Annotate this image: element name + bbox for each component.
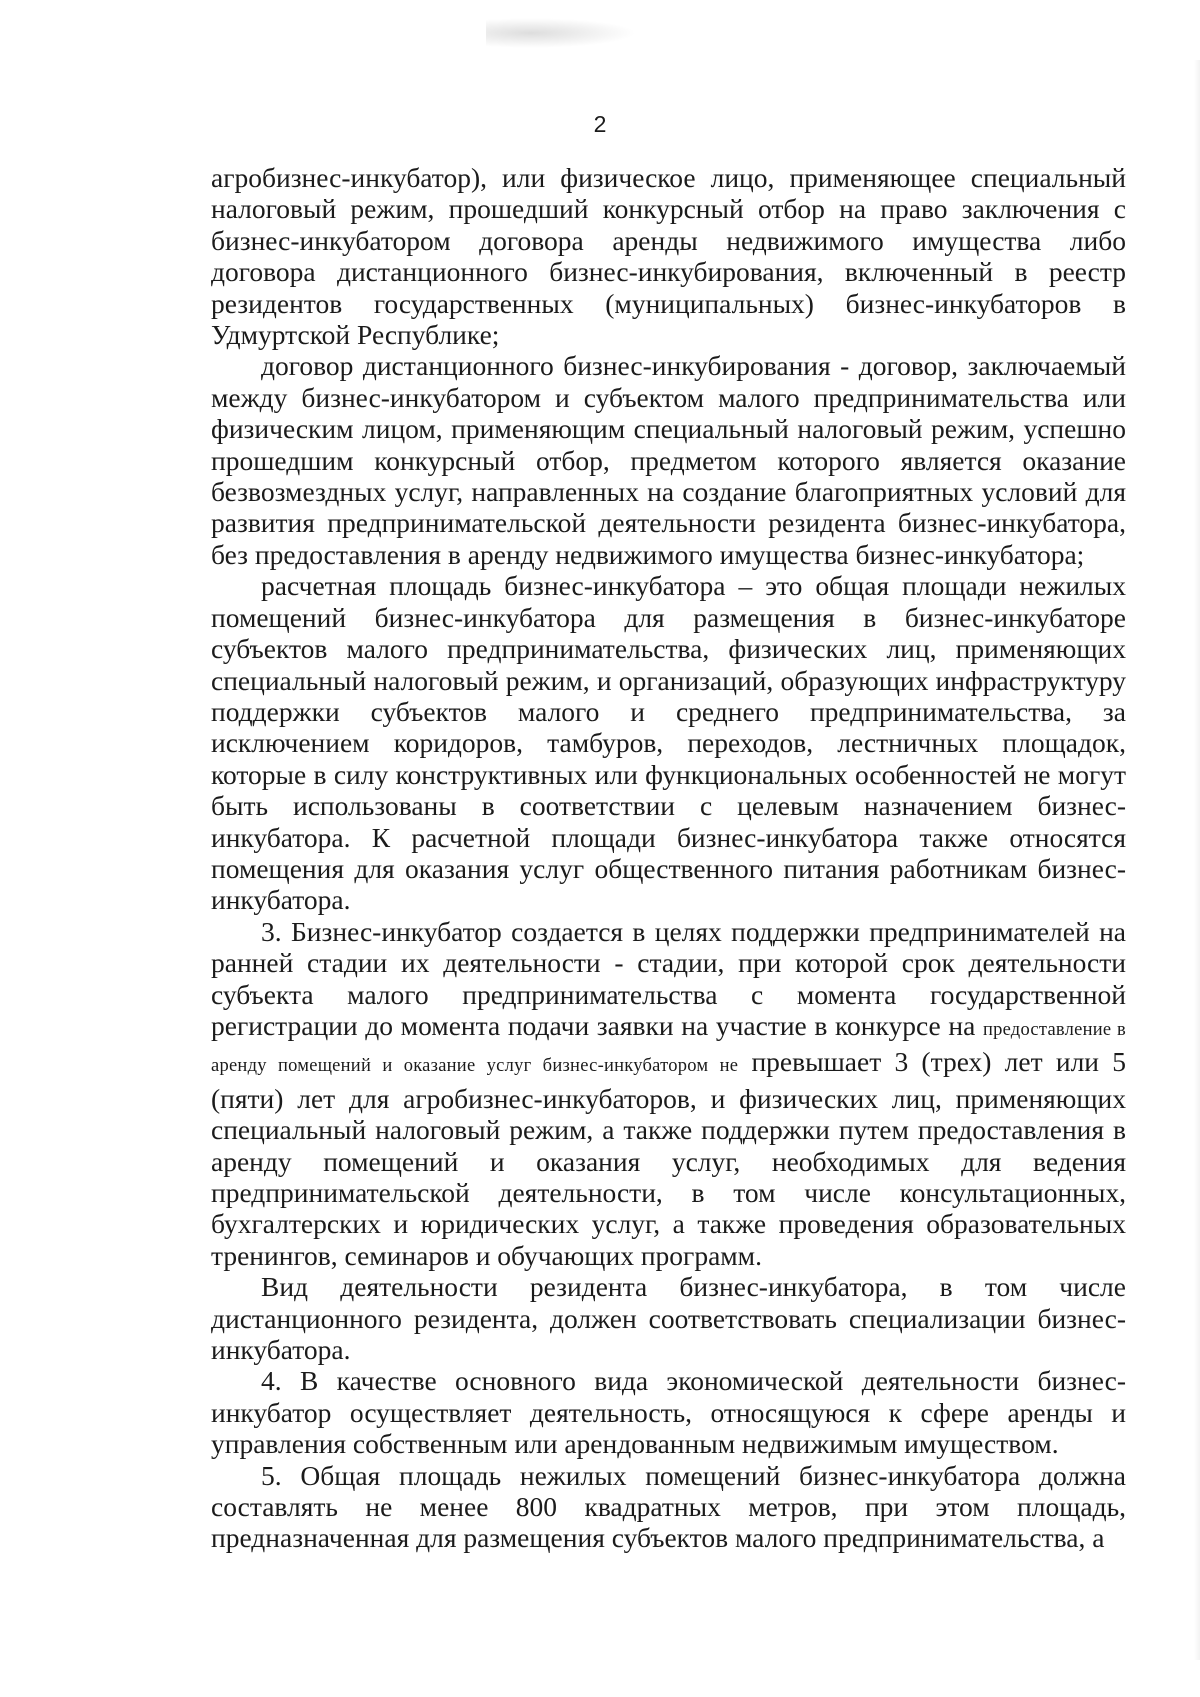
paragraph-remote-incubation-contract: договор дистанционного бизнес-инкубирования - договор, заключаемый между бизнес-инкубатором и субъектом малого предпринимательства или физическим лицом, применяющим специальный налоговый режим, успешно прошедшим конкурсный отбор, предметом которого является оказание безвозмездных услуг, направленных на создание благоприятных условий для развития предпринимательской деятельности резидента бизнес-инкубатора, без предоставления в аренду недвижимого имущества бизнес-инкубатора; xyxy=(211,350,1126,570)
paragraph-section-3 xyxy=(211,916,1126,1271)
section-3-text-part1: 3. Бизнес-инкубатор создается в целях поддержки предпринимателей на ранней стадии их деятельности - стадии, при которой срок деятельности субъекта малого предпринимательства с момента государственной регистрации до момента подачи заявки на участие в конкурсе на xyxy=(211,915,1126,1041)
scan-edge-shadow xyxy=(1194,60,1200,1660)
paragraph-activity-type: Вид деятельности резидента бизнес-инкубатора, в том числе дистанционного резидента, должен соответствовать специализации бизнес-инкубатора. xyxy=(211,1271,1126,1366)
page-number: 2 xyxy=(593,111,607,137)
paragraph-calculated-area: расчетная площадь бизнес-инкубатора – это общая площади нежилых помещений бизнес-инкубатора для размещения в бизнес-инкубаторе субъектов малого предпринимательства, физических лиц, применяющих специальный налоговый режим, и организаций, образующих инфраструктуру поддержки субъектов малого и среднего предпринимательства, за исключением коридоров, тамбуров, переходов, лестничных площадок, которые в силу конструктивных или функциональных особенностей не могут быть использованы в соответствии с целевым назначением бизнес-инкубатора. К расчетной площади бизнес-инкубатора также относятся помещения для оказания услуг общественного питания работникам бизнес-инкубатора. xyxy=(211,570,1126,916)
scan-artifact xyxy=(486,18,636,48)
section-3-text-part2: превышает 3 (трех) лет или 5 (пяти) лет для агробизнес-инкубаторов, и физических лиц, применяющих специальный налоговый режим, а также поддержки путем предоставления в аренду помещений и оказания услуг, необходимых для ведения предпринимательской деятельности, в том числе консультационных, бухгалтерских и юридических услуг, а также проведения образовательных тренингов, семинаров и обучающих программ. xyxy=(211,1046,1127,1271)
document-body xyxy=(211,162,1126,1554)
paragraph-resident-definition-continued: агробизнес-инкубатор), или физическое лицо, применяющее специальный налоговый режим, прошедший конкурсный отбор на право заключения с бизнес-инкубатором договора аренды недвижимого имущества либо договора дистанционного бизнес-инкубирования, включенный в реестр резидентов государственных (муниципальных) бизнес-инкубаторов в Удмуртской Республике; xyxy=(211,162,1126,351)
paragraph-section-4: 4. В качестве основного вида экономической деятельности бизнес-инкубатор осуществляет деятельность, относящуюся к сфере аренды и управления собственным или арендованным недвижимым имуществом. xyxy=(211,1365,1126,1460)
section-3-text-small: предоставление в аренду помещений и оказание услуг бизнес-инкубатором не xyxy=(211,1019,1126,1077)
paragraph-section-5: 5. Общая площадь нежилых помещений бизнес-инкубатора должна составлять не менее 800 квадратных метров, при этом площадь, предназначенная для размещения субъектов малого предпринимательства, а xyxy=(211,1459,1126,1554)
